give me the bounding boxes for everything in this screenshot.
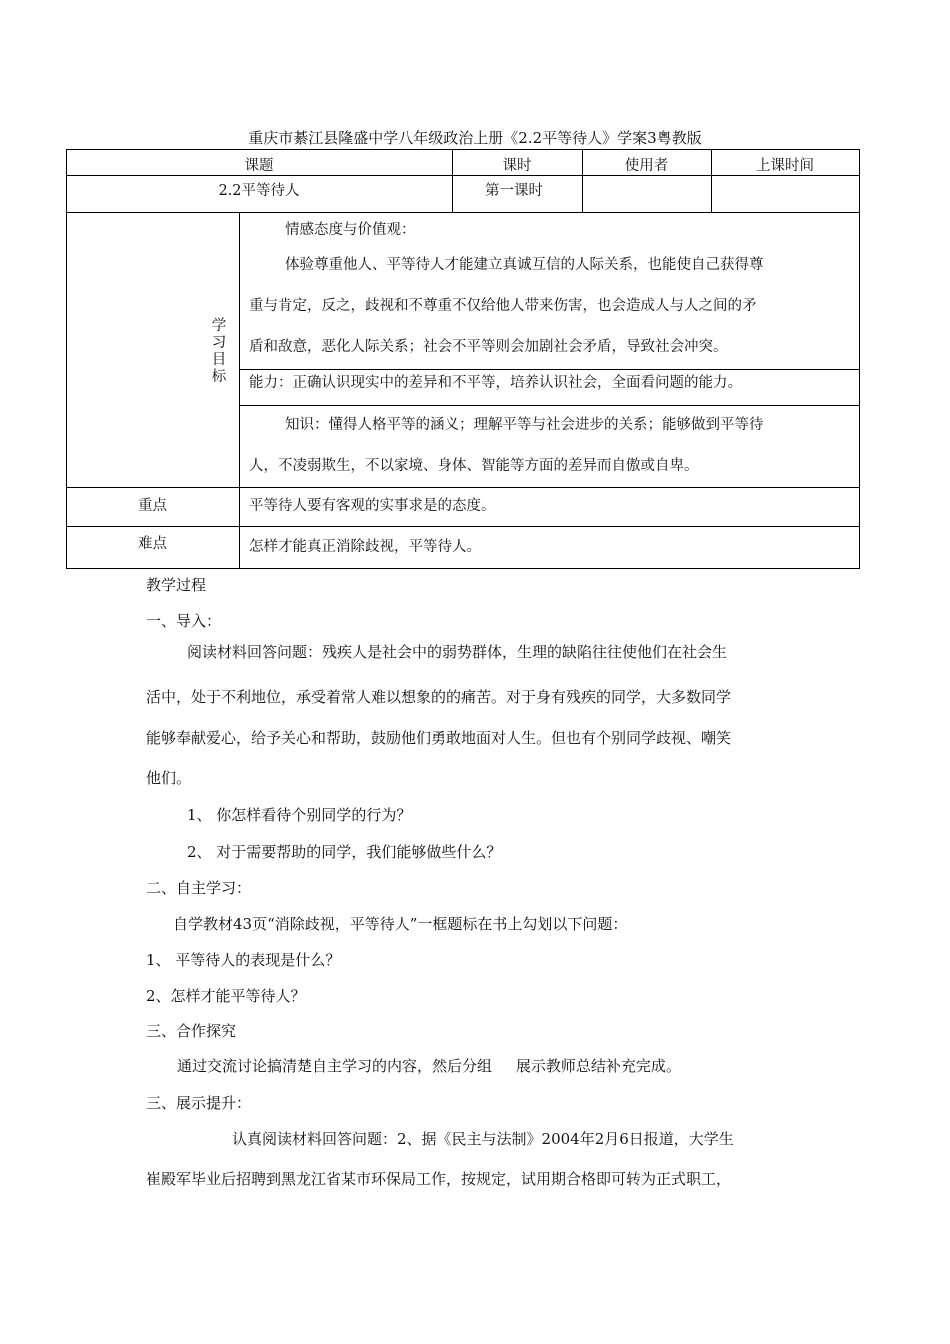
topic-value: 2.2平等待人: [218, 183, 300, 199]
process-heading: 教学过程: [146, 576, 207, 594]
key-text: 平等待人要有客观的实事求是的态度。: [249, 498, 496, 514]
header-user: 使用者: [624, 158, 669, 174]
self-study-question-1: 1、 平等待人的表现是什么？: [146, 951, 341, 969]
presentation-para-2: 崔殿军毕业后招聘到黑龙江省某市环保局工作，按规定，试用期合格即可转为正式职工，: [146, 1170, 732, 1188]
header-period: 课时: [502, 158, 532, 174]
emotion-line-1: 体验尊重他人、平等待人才能建立真诚互信的人际关系，也能使自己获得尊: [285, 257, 764, 273]
goals-label: 学习目标: [211, 318, 227, 385]
presentation-para-1: 认真阅读材料回答问题：2、据《民主与法制》2004年2月6日报道，大学生: [232, 1130, 734, 1148]
cooperation-para: 通过交流讨论搞清楚自主学习的内容，然后分组 展示教师总结补充完成。: [177, 1057, 681, 1075]
section-intro: 一、导入：: [146, 612, 222, 630]
section-presentation: 三、展示提升：: [146, 1094, 252, 1112]
emotion-line-3: 盾和敌意，恶化人际关系；社会不平等则会加剧社会矛盾，导致社会冲突。: [249, 339, 728, 355]
self-study-para: 自学教材43页“消除歧视，平等待人”一框题标在书上勾划以下问题：: [173, 915, 628, 933]
intro-para-2: 活中，处于不利地位，承受着常人难以想象的的痛苦。对于身有残疾的同学，大多数同学: [146, 688, 732, 706]
difficult-text: 怎样才能真正消除歧视，平等待人。: [249, 539, 481, 555]
self-study-question-2: 2、怎样才能平等待人？: [146, 987, 306, 1005]
period-value: 第一课时: [485, 183, 543, 199]
emotion-line-2: 重与肯定，反之，歧视和不尊重不仅给他人带来伤害，也会造成人与人之间的矛: [249, 298, 757, 314]
intro-para-4: 他们。: [146, 769, 192, 787]
intro-question-2: 2、 对于需要帮助的同学，我们能够做些什么？: [187, 843, 502, 861]
intro-para-3: 能够奉献爱心，给予关心和帮助，鼓励他们勇敢地面对人生。但也有个别同学歧视、嘲笑: [146, 729, 732, 747]
header-topic: 课题: [244, 158, 274, 174]
page-title: 重庆市綦江县隆盛中学八年级政治上册《2.2平等待人》学案3粤教版: [248, 129, 702, 147]
knowledge-line-1: 知识：懂得人格平等的涵义；理解平等与社会进步的关系；能够做到平等待: [285, 417, 764, 433]
difficult-label: 难点: [138, 536, 167, 552]
section-cooperation: 三、合作探究: [146, 1022, 237, 1040]
section-self-study: 二、自主学习：: [146, 879, 252, 897]
key-label: 重点: [138, 498, 167, 514]
ability-text: 能力：正确认识现实中的差异和不平等，培养认识社会，全面看问题的能力。: [249, 375, 742, 391]
knowledge-line-2: 人，不凌弱欺生，不以家境、身体、智能等方面的差异而自傲或自卑。: [249, 458, 699, 474]
intro-para-1: 阅读材料回答问题：残疾人是社会中的弱势群体，生理的缺陷往往使他们在社会生: [187, 643, 728, 661]
header-time: 上课时间: [756, 158, 814, 174]
intro-question-1: 1、 你怎样看待个别同学的行为？: [187, 806, 412, 824]
emotion-title: 情感态度与价值观：: [285, 222, 416, 238]
